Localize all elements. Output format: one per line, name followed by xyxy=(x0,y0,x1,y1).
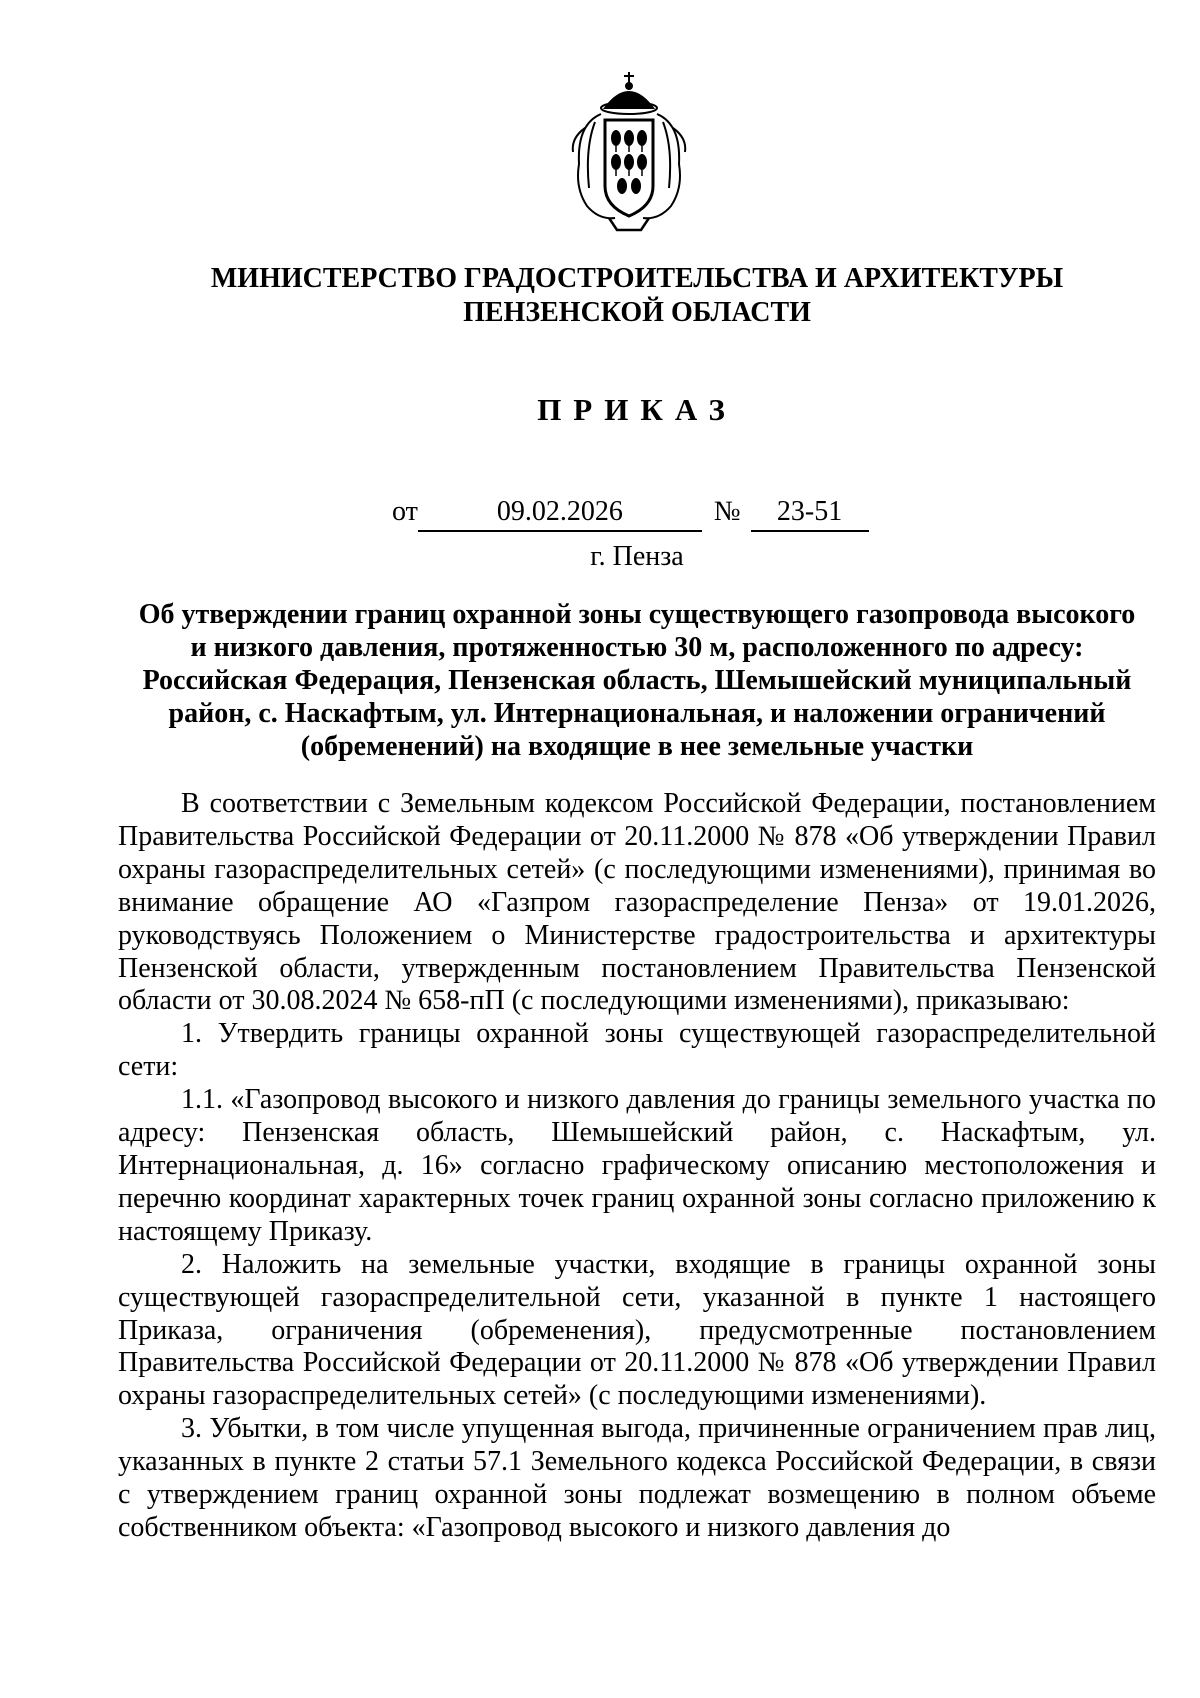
document-number: 23-51 xyxy=(751,494,869,532)
date-label: от xyxy=(392,496,418,527)
body-paragraph: 3. Убытки, в том числе упущенная выгода, причиненные ограничением прав лиц, указанных в пункте 2 статьи 57.1 Земельного кодекса Российской Федерации, в связи с утверждением границ охранной зоны подлежат возмещению в полном объеме собственником объекта: «Газопровод высокого и низкого давления до xyxy=(118,1413,1156,1543)
registration-line xyxy=(392,494,869,530)
title-line: Российская Федерация, Пензенская область, Шемышейский муниципальный xyxy=(142,665,1132,696)
document-type-heading: ПРИКАЗ xyxy=(537,392,737,427)
document-body xyxy=(118,788,1156,1545)
document-date: 09.02.2026 xyxy=(418,494,702,532)
body-paragraph: 2. Наложить на земельные участки, входящие в границы охранной зоны существующей газораспределительной сети, указанной в пункте 1 настоящего Приказа, ограничения (обременения), предусмотренные постановлением Правительства Российской Федерации от 20.11.2000 № 878 «Об утверждении Правил охраны газораспределительных сетей» (с последующими изменениями). xyxy=(118,1248,1156,1412)
title-line: и низкого давления, протяженностью 30 м, расположенного по адресу: xyxy=(190,632,1084,663)
body-paragraph: 1.1. «Газопровод высокого и низкого давления до границы земельного участка по адресу: Пензенская область, Шемышейский район, с. Наскафтым, ул. Интернациональная, д. 16» согласно графическому описанию местоположения и перечню координат характерных точек границ охранной зоны согласно приложению к настоящему Приказу. xyxy=(118,1084,1156,1247)
title-line: Об утверждении границ охранной зоны существующего газопровода высокого xyxy=(138,599,1136,630)
document-title xyxy=(120,598,1154,763)
body-paragraph: В соответствии с Земельным кодексом Российской Федерации, постановлением Правительства Российской Федерации от 20.11.2000 № 878 «Об утверждении Правил охраны газораспределительных сетей» (с последующими изменениями), принимая во внимание обращение АО «Газпром газораспределение Пенза» от 19.01.2026, руководствуясь Положением о Министерстве градостроительства и архитектуры Пензенской области, утвержденным постановлением Правительства Пензенской области от 30.08.2024 № 658-пП (с последующими изменениями), приказываю: xyxy=(118,788,1156,1017)
title-line: (обременений) на входящие в нее земельные участки xyxy=(300,731,974,762)
body-paragraph: 1. Утвердить границы охранной зоны существующей газораспределительной сети: xyxy=(118,1018,1156,1083)
title-line: район, с. Наскафтым, ул. Интернациональная, и наложении ограничений xyxy=(168,698,1106,729)
ministry-name-line: МИНИСТЕРСТВО ГРАДОСТРОИТЕЛЬСТВА И АРХИТЕКТУРЫ xyxy=(210,263,1064,294)
document-city: г. Пенза xyxy=(590,541,684,572)
ministry-name-line: ПЕНЗЕНСКОЙ ОБЛАСТИ xyxy=(463,297,811,328)
number-label: № xyxy=(713,496,741,527)
penza-region-coat-of-arms-icon xyxy=(565,68,693,235)
ministry-name xyxy=(0,262,1200,330)
